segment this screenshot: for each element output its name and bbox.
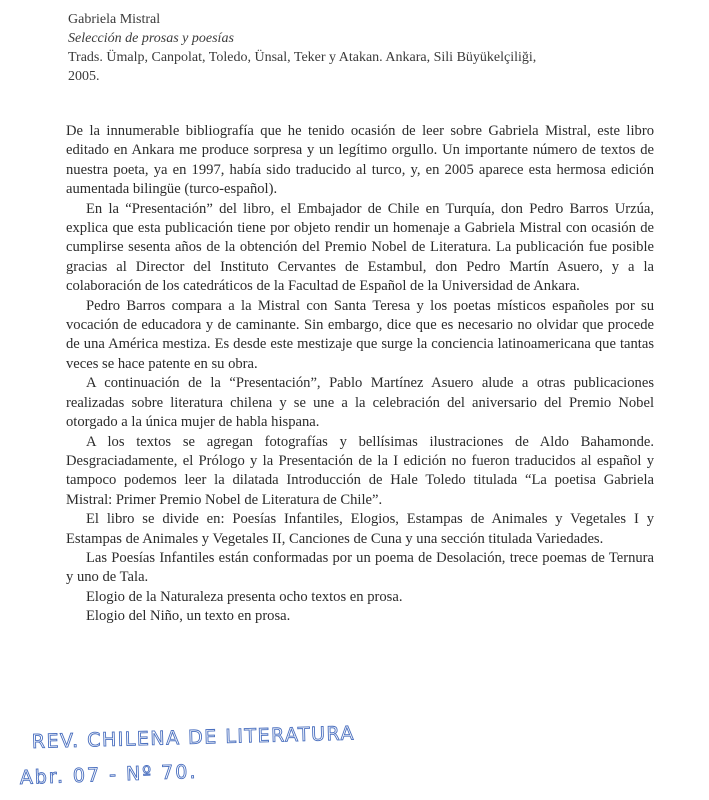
citation-translation: Trads. Ümalp, Canpolat, Toledo, Ünsal, Teker y Atakan. Ankara, Sili Büyükelçiliği, (68, 50, 537, 65)
handwritten-line-2: Abr. 07 - Nº 70. (19, 760, 198, 789)
handwritten-note-graphic (18, 720, 438, 792)
book-citation (68, 10, 688, 86)
review-paragraph: Pedro Barros compara a la Mistral con Santa Teresa y los poetas místicos españoles por su vocación de educadora y de caminante. Sin embargo, dice que es necesario no olvidar que procede de una América mestiza. Es desde este mestizaje que surge la conciencia latinoamericana que tantas veces se hace patente en su obra. (66, 297, 654, 372)
handwritten-note (18, 720, 438, 792)
review-paragraph: Las Poesías Infantiles están conformadas por un poema de Desolación, trece poemas de Ternura y uno de Tala. (66, 549, 654, 586)
citation-year: 2005. (68, 69, 100, 84)
review-paragraph: El libro se divide en: Poesías Infantiles, Elogios, Estampas de Animales y Vegetales I y Estampas de Animales y Vegetales II, Canciones de Cuna y una sección titulada Variedades. (66, 511, 654, 547)
review-body (66, 122, 654, 627)
review-paragraph: A los textos se agregan fotografías y bellísimas ilustraciones de Aldo Bahamonde. Desgraciadamente, el Prólogo y la Presentación de la I edición no fueron traducidos al español y tampoco podemos leer la dilatada Introducción de Hale Toledo titulada “La poetisa Gabriela Mistral: Primer Premio Nobel de Literatura de Chile”. (66, 433, 654, 508)
citation-title: Selección de prosas y poesías (68, 31, 234, 46)
review-paragraph: En la “Presentación” del libro, el Embajador de Chile en Turquía, don Pedro Barros Urzúa, explica que esta publicación tiene por objeto rendir un homenaje a Gabriela Mistral con ocasión de cumplirse sesenta años de la obtención del Premio Nobel de Literatura. La publicación fue posible gracias al Director del Instituto Cervantes de Estambul, don Pedro Martín Asuero, y a la colaboración de los catedráticos de la Facultad de Español de la Universidad de Ankara. (66, 200, 654, 295)
handwritten-line-1: REV. CHILENA DE LITERATURA (31, 722, 356, 753)
review-paragraph: Elogio de la Naturaleza presenta ocho textos en prosa. (86, 588, 403, 605)
citation-author: Gabriela Mistral (68, 12, 161, 27)
review-paragraph: A continuación de la “Presentación”, Pablo Martínez Asuero alude a otras publicaciones realizadas sobre literatura chilena y se une a la celebración del aniversario del Premio Nobel otorgado a la única mujer de habla hispana. (66, 375, 654, 431)
review-paragraph: De la innumerable bibliografía que he tenido ocasión de leer sobre Gabriela Mistral, este libro editado en Ankara me produce sorpresa y un legítimo orgullo. Un importante número de textos de nuestra poeta, ya en 1997, había sido traducido al turco, y, en 2005 aparece esta hermosa edición aumentada bilingüe (turco-español). (66, 123, 654, 198)
review-paragraph: Elogio del Niño, un texto en prosa. (86, 608, 291, 625)
